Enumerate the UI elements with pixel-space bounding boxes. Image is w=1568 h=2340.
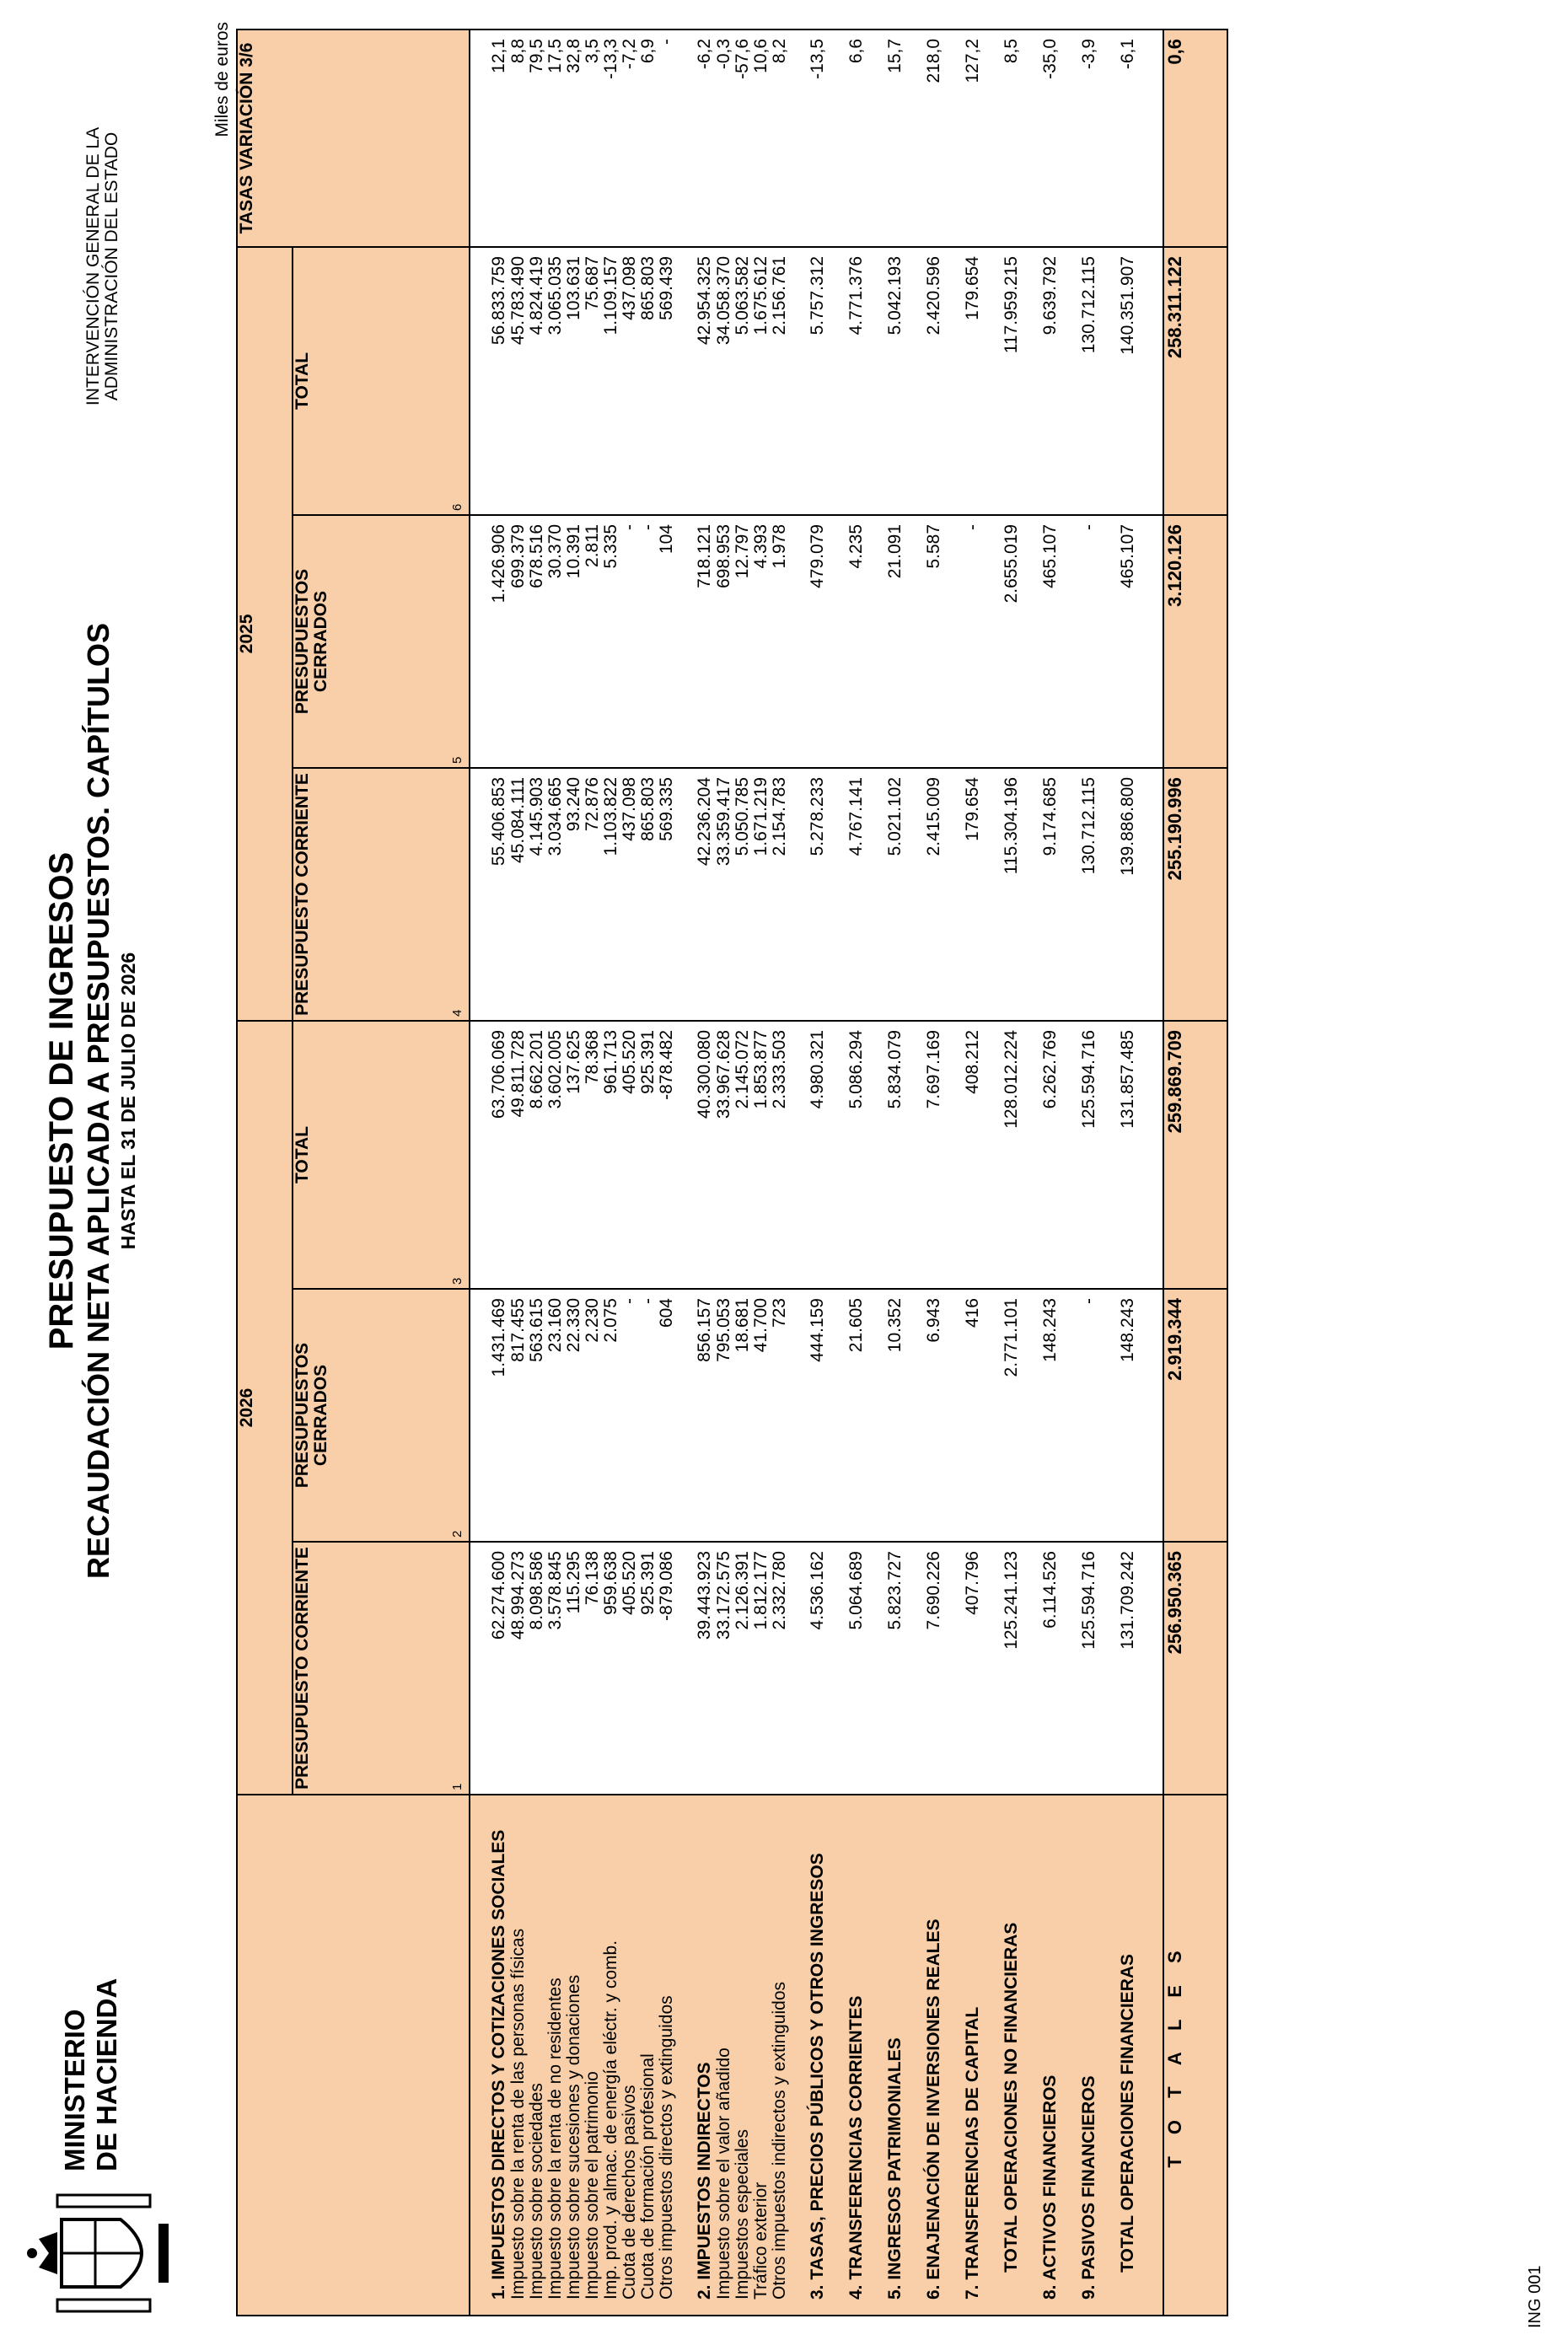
cell-tasas: 8,2: [770, 38, 789, 64]
col-index-5: 5: [450, 756, 464, 764]
table-body: [470, 30, 1163, 2316]
cell-corriente-2026: 1.812.177: [752, 1542, 771, 1795]
cell-tasas: -3,9: [1079, 38, 1098, 70]
cell-tasas: 6,6: [846, 38, 866, 64]
row-label: 3. TASAS, PRECIOS PÚBLICOS Y OTROS INGRESOS: [789, 1795, 828, 2316]
table-subrow: [771, 30, 789, 2316]
cell-tasas: 79,5: [527, 38, 546, 73]
cell-corriente-2025: 5.278.233: [789, 768, 828, 1021]
cell-total-2026: 5.086.294: [828, 1021, 867, 1289]
cell-total-2026: 63.706.069: [470, 1021, 509, 1289]
cell-tasas: 17,5: [545, 38, 565, 73]
cell-corriente-2025: 139.886.800: [1099, 768, 1138, 1021]
cell-corriente-2026: 48.994.273: [509, 1542, 528, 1795]
cell-total-2025: 45.783.490: [509, 247, 528, 515]
table-subrow: [509, 30, 528, 2316]
cell-total-2026: 5.834.079: [867, 1021, 905, 1289]
row-label: Cuota de derechos pasivos: [620, 1795, 639, 2316]
cell-cerrados-2026: 22.330: [565, 1289, 583, 1542]
cell-cerrados-2025: 678.516: [528, 515, 546, 768]
cell-corriente-2026: 2.332.780: [771, 1542, 789, 1795]
report-title: [42, 570, 140, 1632]
cell-tasas: -: [657, 38, 676, 45]
cell-cerrados-2025: 4.235: [828, 515, 867, 768]
table-subrow: [528, 30, 546, 2316]
cell-total-2026: 408.212: [944, 1021, 983, 1289]
cell-corriente-2025: 3.034.665: [546, 768, 565, 1021]
title-line-1: PRESUPUESTO DE INGRESOS: [43, 851, 80, 1350]
row-label: Imp. prod. y almac. de energía eléctr. y comb.: [602, 1795, 620, 2316]
table-subrow: [733, 30, 752, 2316]
cell-cerrados-2025: 5.587: [905, 515, 944, 768]
cell-corriente-2026: 76.138: [583, 1542, 602, 1795]
cell-cerrados-2025: 30.370: [546, 515, 565, 768]
cell-total-2025: 130.712.115: [1061, 247, 1099, 515]
cell-tasas: -0,3: [714, 38, 733, 70]
table-subrow: [715, 30, 733, 2316]
row-label: Tráfico exterior: [752, 1795, 771, 2316]
cell-corriente-2026: 7.690.226: [905, 1542, 944, 1795]
cell-cerrados-2025: -: [1061, 515, 1099, 768]
ministry-line-1: MINISTERIO: [59, 2009, 90, 2171]
col-index-6: 6: [450, 503, 464, 511]
cell-cerrados-2025: 5.335: [602, 515, 620, 768]
cell-cerrados-2026: 21.605: [828, 1289, 867, 1542]
cell-corriente-2025: 437.098: [620, 768, 639, 1021]
cell-cerrados-2025: 4.393: [752, 515, 771, 768]
totals-total-2026: 259.869.709: [1163, 1021, 1227, 1289]
title-line-3: HASTA EL 31 DE JULIO DE 2026: [117, 952, 139, 1250]
cell-tasas: -7,2: [620, 38, 639, 70]
cell-corriente-2026: 405.520: [620, 1542, 639, 1795]
cell-cerrados-2026: 2.075: [602, 1289, 620, 1542]
row-label: Cuota de formación profesional: [639, 1795, 658, 2316]
spacer-cell: [1138, 768, 1163, 1021]
cell-tasas: -13,3: [601, 38, 620, 79]
cell-corriente-2025: 2.415.009: [905, 768, 944, 1021]
table-subrow: [546, 30, 565, 2316]
cell-cerrados-2026: 2.771.101: [983, 1289, 1022, 1542]
row-label: TOTAL OPERACIONES FINANCIERAS: [1099, 1795, 1138, 2316]
table-subrow: [639, 30, 658, 2316]
totals-cerrados-2026: 2.919.344: [1163, 1289, 1227, 1542]
cell-total-2026: 1.853.877: [752, 1021, 771, 1289]
cell-tasas: -35,0: [1040, 38, 1060, 79]
cell-cerrados-2026: 563.615: [528, 1289, 546, 1542]
cell-total-2025: 34.058.370: [715, 247, 733, 515]
agency-line-1: INTERVENCIÓN GENERAL DE LA: [83, 126, 103, 406]
cell-cerrados-2026: 817.455: [509, 1289, 528, 1542]
cell-total-2025: 179.654: [944, 247, 983, 515]
row-label: Impuesto sobre la renta de no residentes: [546, 1795, 565, 2316]
cell-total-2026: 405.520: [620, 1021, 639, 1289]
col-corriente-2026-label: PRESUPUESTO CORRIENTE: [293, 1547, 312, 1790]
spacer-cell: [1138, 247, 1163, 515]
cell-total-2025: 5.757.312: [789, 247, 828, 515]
row-label: Otros impuestos directos y extinguidos: [658, 1795, 676, 2316]
cell-cerrados-2026: 444.159: [789, 1289, 828, 1542]
cell-corriente-2025: 9.174.685: [1022, 768, 1061, 1021]
cell-total-2026: 128.012.224: [983, 1021, 1022, 1289]
cell-total-2026: 33.967.628: [715, 1021, 733, 1289]
cell-total-2025: 75.687: [583, 247, 602, 515]
col-total-2026: [293, 1021, 470, 1289]
row-label: Impuesto sobre el patrimonio: [583, 1795, 602, 2316]
cell-cerrados-2026: 148.243: [1022, 1289, 1061, 1542]
row-label: TOTAL OPERACIONES NO FINANCIERAS: [983, 1795, 1022, 2316]
col-total-2025: [293, 247, 470, 515]
table-subrow: [565, 30, 583, 2316]
totals-row: [1163, 30, 1227, 2316]
col-index-3: 3: [450, 1277, 464, 1285]
agency-name: [84, 64, 121, 469]
cell-total-2025: 1.109.157: [602, 247, 620, 515]
cell-corriente-2025: 115.304.196: [983, 768, 1022, 1021]
col-index-4: 4: [450, 1009, 464, 1017]
cell-total-2025: 865.803: [639, 247, 658, 515]
table-group-row: [905, 30, 944, 2316]
table-group-row: [470, 30, 509, 2316]
cell-cerrados-2025: 479.079: [789, 515, 828, 768]
totals-tasas: 0,6: [1164, 38, 1185, 65]
cell-total-2026: 925.391: [639, 1021, 658, 1289]
cell-tasas: 127,2: [963, 38, 982, 83]
cell-total-2025: 569.439: [658, 247, 676, 515]
row-label: Impuesto sobre sucesiones y donaciones: [565, 1795, 583, 2316]
col-total-2025-label: TOTAL: [293, 352, 312, 410]
cell-cerrados-2026: 10.352: [867, 1289, 905, 1542]
table-total-row: [983, 30, 1022, 2316]
cell-cerrados-2025: 698.953: [715, 515, 733, 768]
table-total-row: [1099, 30, 1138, 2316]
cell-corriente-2026: 407.796: [944, 1542, 983, 1795]
cell-total-2026: 7.697.169: [905, 1021, 944, 1289]
cell-corriente-2026: 3.578.845: [546, 1542, 565, 1795]
cell-total-2025: 437.098: [620, 247, 639, 515]
row-label: 4. TRANSFERENCIAS CORRIENTES: [828, 1795, 867, 2316]
cell-corriente-2025: 5.050.785: [733, 768, 752, 1021]
cell-total-2026: 2.145.072: [733, 1021, 752, 1289]
col-corriente-2026: [293, 1542, 470, 1795]
row-label: 1. IMPUESTOS DIRECTOS Y COTIZACIONES SOCIALES: [470, 1795, 509, 2316]
cell-tasas: 10,6: [751, 38, 771, 73]
cell-cerrados-2025: 465.107: [1022, 515, 1061, 768]
cell-cerrados-2025: -: [620, 515, 639, 768]
cell-corriente-2025: 569.335: [658, 768, 676, 1021]
cell-total-2025: 3.065.035: [546, 247, 565, 515]
table-subrow: [752, 30, 771, 2316]
cell-corriente-2025: 33.359.417: [715, 768, 733, 1021]
spacer-cell: [1138, 1542, 1163, 1795]
cell-corriente-2026: 2.126.391: [733, 1542, 752, 1795]
table-group-row: [1061, 30, 1099, 2316]
row-label: 9. PASIVOS FINANCIEROS: [1061, 1795, 1099, 2316]
row-label: Impuestos especiales: [733, 1795, 752, 2316]
cell-corriente-2026: 115.295: [565, 1542, 583, 1795]
cell-tasas: 8,5: [1001, 38, 1021, 64]
revenue-table: [236, 29, 1228, 2316]
row-label: 8. ACTIVOS FINANCIEROS: [1022, 1795, 1061, 2316]
cell-total-2025: 117.959.215: [983, 247, 1022, 515]
cell-total-2026: 40.300.080: [676, 1021, 715, 1289]
cell-total-2026: 2.333.503: [771, 1021, 789, 1289]
cell-cerrados-2026: 148.243: [1099, 1289, 1138, 1542]
cell-total-2026: 6.262.769: [1022, 1021, 1061, 1289]
table-group-row: [789, 30, 828, 2316]
cell-cerrados-2026: 723: [771, 1289, 789, 1542]
row-label: 7. TRANSFERENCIAS DE CAPITAL: [944, 1795, 983, 2316]
cell-total-2025: 42.954.325: [676, 247, 715, 515]
cell-corriente-2026: -879.086: [658, 1542, 676, 1795]
cell-total-2025: 5.063.582: [733, 247, 752, 515]
cell-corriente-2026: 8.098.586: [528, 1542, 546, 1795]
table-subrow: [658, 30, 676, 2316]
col-cerrados-2026-label: PRESUPUESTOS CERRADOS: [293, 1342, 330, 1489]
cell-corriente-2026: 4.536.162: [789, 1542, 828, 1795]
totals-corriente-2025: 255.190.996: [1163, 768, 1227, 1021]
cell-total-2025: 140.351.907: [1099, 247, 1138, 515]
cell-total-2025: 4.824.419: [528, 247, 546, 515]
cell-cerrados-2025: 1.426.906: [470, 515, 509, 768]
cell-corriente-2026: 6.114.526: [1022, 1542, 1061, 1795]
cell-total-2026: 961.713: [602, 1021, 620, 1289]
cell-cerrados-2025: 2.811: [583, 515, 602, 768]
spacer-cell: [1138, 1021, 1163, 1289]
cell-cerrados-2026: 2.230: [583, 1289, 602, 1542]
cell-corriente-2025: 5.021.102: [867, 768, 905, 1021]
year-2025-header: 2025: [237, 247, 293, 1021]
table-group-row: [676, 30, 715, 2316]
cell-corriente-2026: 125.594.716: [1061, 1542, 1099, 1795]
tasas-header: TASAS VARIACIÓN 3/6: [237, 30, 470, 247]
cell-corriente-2026: 39.443.923: [676, 1542, 715, 1795]
cell-total-2025: 4.771.376: [828, 247, 867, 515]
table-group-row: [944, 30, 983, 2316]
cell-corriente-2026: 62.274.600: [470, 1542, 509, 1795]
ministry-line-2: DE HACIENDA: [91, 1978, 122, 2171]
cell-cerrados-2025: 21.091: [867, 515, 905, 768]
cell-total-2026: -878.482: [658, 1021, 676, 1289]
cell-corriente-2025: 93.240: [565, 768, 583, 1021]
cell-total-2026: 131.857.485: [1099, 1021, 1138, 1289]
cell-tasas: -6,1: [1118, 38, 1137, 70]
cell-corriente-2026: 925.391: [639, 1542, 658, 1795]
cell-total-2026: 8.662.201: [528, 1021, 546, 1289]
cell-cerrados-2026: -: [639, 1289, 658, 1542]
row-label: 2. IMPUESTOS INDIRECTOS: [676, 1795, 715, 2316]
col-corriente-2025-label: PRESUPUESTO CORRIENTE: [293, 773, 312, 1016]
cell-total-2026: 49.811.728: [509, 1021, 528, 1289]
cell-total-2026: 137.625: [565, 1021, 583, 1289]
cell-tasas: -6,2: [695, 38, 714, 70]
cell-cerrados-2026: 416: [944, 1289, 983, 1542]
table-subrow: [583, 30, 602, 2316]
cell-cerrados-2025: 718.121: [676, 515, 715, 768]
cell-tasas: -57,6: [733, 38, 752, 79]
cell-corriente-2026: 5.823.727: [867, 1542, 905, 1795]
row-label: Impuesto sobre el valor añadido: [715, 1795, 733, 2316]
col-cerrados-2025-label: PRESUPUESTOS CERRADOS: [293, 568, 330, 715]
cell-total-2026: 4.980.321: [789, 1021, 828, 1289]
cell-tasas: 8,8: [508, 38, 528, 64]
totals-cerrados-2025: 3.120.126: [1163, 515, 1227, 768]
year-2026-header: 2026: [237, 1021, 293, 1795]
cell-total-2025: 9.639.792: [1022, 247, 1061, 515]
units-label: Miles de euros: [212, 22, 232, 137]
cell-corriente-2025: 45.084.111: [509, 768, 528, 1021]
cell-corriente-2026: 959.638: [602, 1542, 620, 1795]
row-label: 6. ENAJENACIÓN DE INVERSIONES REALES: [905, 1795, 944, 2316]
title-line-2: RECAUDACIÓN NETA APLICADA A PRESUPUESTOS. CAPÍTULOS: [81, 622, 115, 1580]
col-total-2026-label: TOTAL: [293, 1125, 312, 1184]
cell-cerrados-2025: 1.978: [771, 515, 789, 768]
col-index-2: 2: [450, 1530, 464, 1538]
row-label: Impuesto sobre la renta de las personas físicas: [509, 1795, 528, 2316]
cell-corriente-2025: 4.767.141: [828, 768, 867, 1021]
cell-cerrados-2026: 18.681: [733, 1289, 752, 1542]
cell-corriente-2025: 1.671.219: [752, 768, 771, 1021]
cell-cerrados-2025: 2.655.019: [983, 515, 1022, 768]
cell-corriente-2025: 4.145.903: [528, 768, 546, 1021]
row-label: 5. INGRESOS PATRIMONIALES: [867, 1795, 905, 2316]
spacer-cell: [1138, 30, 1163, 247]
totals-corriente-2026: 256.950.365: [1163, 1542, 1227, 1795]
form-code: ING 001: [1526, 2265, 1544, 2328]
cell-total-2025: 56.833.759: [470, 247, 509, 515]
table-group-row: [1022, 30, 1061, 2316]
cell-tasas: 12,1: [489, 38, 508, 73]
cell-total-2025: 1.675.612: [752, 247, 771, 515]
table-group-row: [828, 30, 867, 2316]
cell-cerrados-2025: 12.797: [733, 515, 752, 768]
cell-total-2026: 3.602.005: [546, 1021, 565, 1289]
row-label: Impuesto sobre sociedades: [528, 1795, 546, 2316]
table-subrow: [602, 30, 620, 2316]
spacer-cell: [1138, 515, 1163, 768]
cell-cerrados-2026: 795.053: [715, 1289, 733, 1542]
cell-cerrados-2026: 1.431.469: [470, 1289, 509, 1542]
cell-corriente-2026: 131.709.242: [1099, 1542, 1138, 1795]
cell-tasas: 32,8: [564, 38, 583, 73]
row-label: Otros impuestos indirectos y extinguidos: [771, 1795, 789, 2316]
cell-corriente-2025: 1.103.822: [602, 768, 620, 1021]
cell-cerrados-2026: 6.943: [905, 1289, 944, 1542]
cell-cerrados-2025: 465.107: [1099, 515, 1138, 768]
totals-total-2025: 258.311.122: [1163, 247, 1227, 515]
cell-total-2025: 103.631: [565, 247, 583, 515]
totals-label: T O T A L E S: [1163, 1795, 1227, 2316]
table-subrow: [620, 30, 639, 2316]
cell-cerrados-2026: 41.700: [752, 1289, 771, 1542]
cell-total-2025: 5.042.193: [867, 247, 905, 515]
agency-line-2: ADMINISTRACIÓN DEL ESTADO: [102, 131, 121, 401]
cell-tasas: 218,0: [924, 38, 943, 83]
col-cerrados-2025: [293, 515, 470, 768]
cell-total-2025: 2.420.596: [905, 247, 944, 515]
cell-corriente-2025: 42.236.204: [676, 768, 715, 1021]
cell-corriente-2025: 130.712.115: [1061, 768, 1099, 1021]
cell-corriente-2026: 5.064.689: [828, 1542, 867, 1795]
cell-cerrados-2026: -: [620, 1289, 639, 1542]
cell-corriente-2025: 865.803: [639, 768, 658, 1021]
cell-cerrados-2025: -: [639, 515, 658, 768]
cell-corriente-2025: 179.654: [944, 768, 983, 1021]
spacer-cell: [1138, 1289, 1163, 1542]
cell-tasas: 3,5: [583, 38, 602, 64]
col-corriente-2025: [293, 768, 470, 1021]
cell-cerrados-2026: 23.160: [546, 1289, 565, 1542]
cell-corriente-2026: 33.172.575: [715, 1542, 733, 1795]
cell-cerrados-2026: 604: [658, 1289, 676, 1542]
cell-corriente-2025: 2.154.783: [771, 768, 789, 1021]
header-blank-cell: [237, 1795, 470, 2316]
cell-cerrados-2025: -: [944, 515, 983, 768]
table-group-row: [867, 30, 905, 2316]
table-spacer-row: [1138, 30, 1163, 2316]
cell-tasas: -13,5: [808, 38, 827, 79]
cell-cerrados-2026: -: [1061, 1289, 1099, 1542]
col-cerrados-2026: [293, 1289, 470, 1542]
cell-tasas: 15,7: [885, 38, 905, 73]
cell-corriente-2026: 125.241.123: [983, 1542, 1022, 1795]
spacer-cell: [1138, 1795, 1163, 2316]
cell-cerrados-2025: 10.391: [565, 515, 583, 768]
cell-cerrados-2025: 104: [658, 515, 676, 768]
cell-tasas: 6,9: [638, 38, 658, 64]
cell-cerrados-2025: 699.379: [509, 515, 528, 768]
coat-of-arms-emblem: [24, 2190, 175, 2316]
col-index-1: 1: [450, 1783, 464, 1790]
ministry-name: [59, 1978, 123, 2171]
cell-cerrados-2026: 856.157: [676, 1289, 715, 1542]
cell-total-2025: 2.156.761: [771, 247, 789, 515]
cell-corriente-2025: 72.876: [583, 768, 602, 1021]
cell-total-2026: 78.368: [583, 1021, 602, 1289]
cell-total-2026: 125.594.716: [1061, 1021, 1099, 1289]
cell-corriente-2025: 55.406.853: [470, 768, 509, 1021]
